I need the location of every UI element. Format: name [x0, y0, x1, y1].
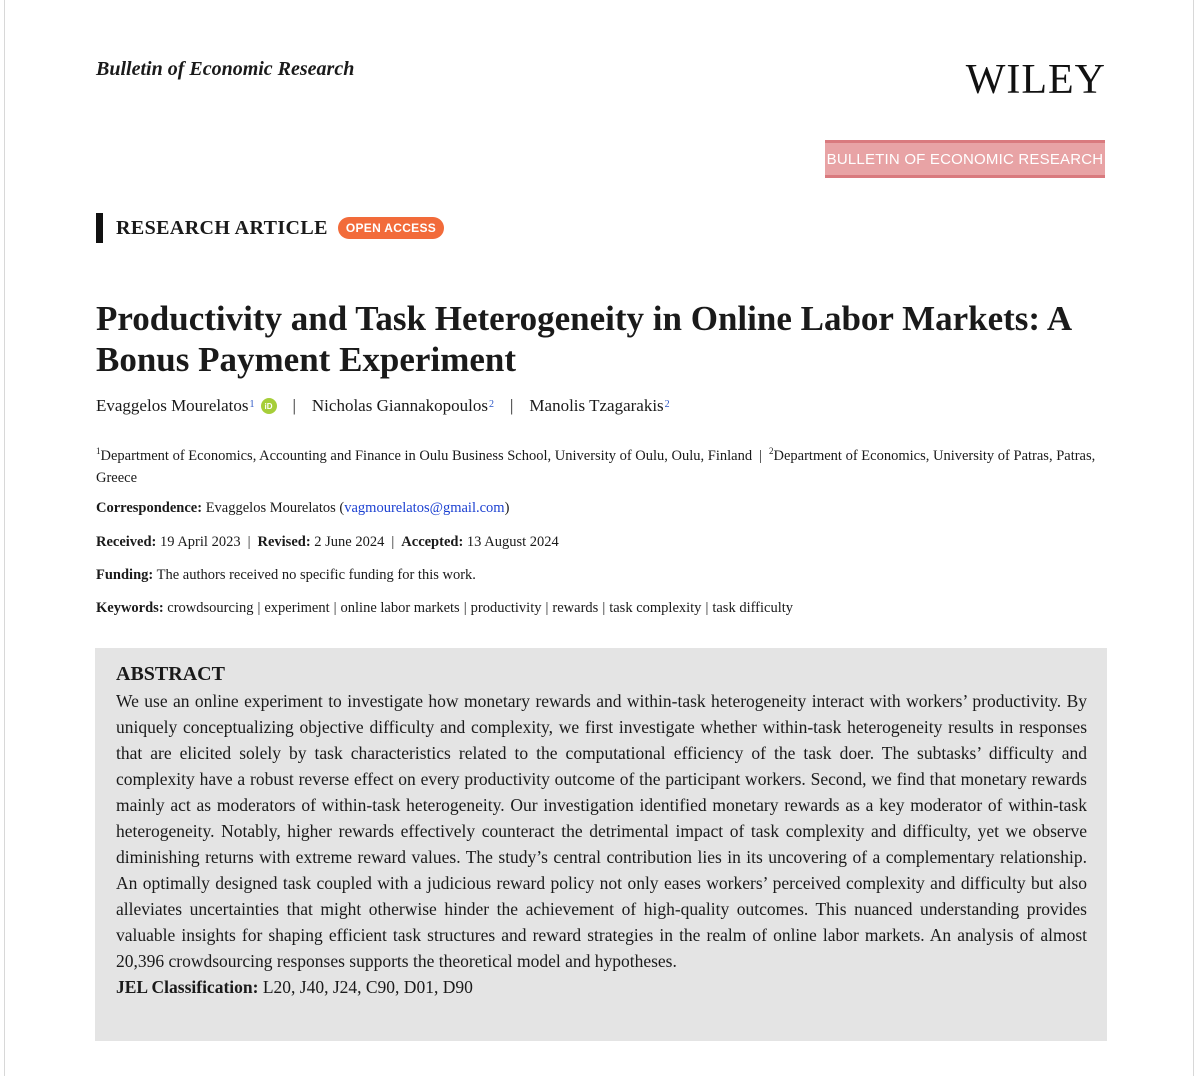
author-separator: | [292, 396, 296, 415]
funding-line [96, 567, 476, 584]
correspondence-email-link[interactable]: vagmourelatos@gmail.com [344, 500, 505, 516]
funding-label: Funding: [96, 567, 154, 583]
affiliations [96, 440, 1096, 489]
author-name[interactable]: Manolis Tzagarakis [529, 396, 664, 415]
correspondence-name: Evaggelos Mourelatos [205, 500, 336, 516]
journal-banner: BULLETIN OF ECONOMIC RESEARCH [825, 140, 1105, 178]
keyword-separator: | [545, 600, 549, 616]
keyword[interactable]: crowdsourcing [167, 600, 254, 616]
article-type: RESEARCH ARTICLE [116, 216, 328, 239]
orcid-icon[interactable]: iD [261, 398, 277, 414]
article-type-row [96, 213, 444, 243]
keywords-line [96, 600, 793, 617]
article-title: Productivity and Task Heterogeneity in Online Labor Markets: A Bonus Payment Experiment [96, 299, 1071, 379]
dates-line [96, 534, 559, 551]
affiliation-number: 1 [96, 446, 101, 456]
journal-name: Bulletin of Economic Research [96, 58, 355, 80]
jel-codes: L20, J40, J24, C90, D01, D90 [262, 977, 473, 997]
affiliation-separator: | [759, 447, 763, 464]
affiliation-text: Department of Economics, Accounting and Finance in Oulu Business School, University of Oulu, Oulu, Finland [100, 447, 753, 464]
author-3[interactable] [529, 396, 669, 416]
author-2[interactable] [312, 396, 494, 416]
revised-label: Revised: [257, 534, 311, 550]
date-separator: | [391, 534, 395, 550]
revised-date: 2 June 2024 [314, 534, 385, 550]
date-separator: | [247, 534, 251, 550]
funding-text: The authors received no specific funding for this work. [156, 567, 476, 583]
author-list [96, 396, 670, 416]
keyword-separator: | [602, 600, 606, 616]
keyword[interactable]: productivity [470, 600, 542, 616]
affiliation-ref: 2 [664, 398, 670, 410]
wiley-logo: WILEY [965, 57, 1106, 103]
abstract-section [95, 648, 1107, 1041]
author-name[interactable]: Nicholas Giannakopoulos [311, 396, 489, 415]
received-date: 19 April 2023 [160, 534, 241, 550]
article-type-bar [96, 213, 103, 243]
received-label: Received: [96, 534, 157, 550]
correspondence-line: Correspondence: Evaggelos Mourelatos (vagmourelatos@gmail.com) [96, 500, 510, 516]
keyword[interactable]: online labor markets [340, 600, 460, 616]
keyword[interactable]: task difficulty [712, 600, 794, 616]
affiliation-ref: 2 [489, 398, 495, 410]
keywords-label: Keywords: [96, 600, 164, 616]
affiliation-text: Department of Economics, University of Patras, Patras, Greece [96, 447, 1096, 486]
correspondence-label: Correspondence: [96, 500, 203, 516]
jel-label: JEL Classification: [116, 977, 259, 997]
keyword[interactable]: task complexity [609, 600, 702, 616]
keyword-separator: | [333, 600, 337, 616]
accepted-date: 13 August 2024 [466, 534, 559, 550]
keyword-separator: | [257, 600, 261, 616]
keyword-separator: | [705, 600, 709, 616]
affiliation-number: 2 [769, 446, 774, 456]
keyword[interactable]: experiment [264, 600, 330, 616]
affiliation-ref: 1 [249, 398, 255, 410]
author-separator: | [510, 396, 514, 415]
author-name[interactable]: Evaggelos Mourelatos [96, 396, 249, 415]
jel-classification [116, 974, 1087, 1000]
keyword-separator: | [463, 600, 467, 616]
accepted-label: Accepted: [401, 534, 464, 550]
abstract-heading: ABSTRACT [116, 663, 225, 685]
abstract-text: We use an online experiment to investigate how monetary rewards and within-task heterogeneity interact with workers’ productivity. By uniquely conceptualizing objective difficulty and complexity, we first investigate whether within-task heterogeneity results in responses that are elicited solely by task characteristics related to the computational efficiency of the task doer. The subtasks’ difficulty and complexity have a robust reverse effect on every productivity outcome of the participant workers. Second, we find that monetary rewards mainly act as moderators of within-task heterogeneity. Our investigation identified monetary rewards as a key moderator of within-task heterogeneity. Notably, higher rewards effectively counteract the detrimental impact of task complexity and difficulty, yet we observe diminishing returns with extreme reward values. The study’s central contribution lies in its uncovering of a complementary relationship. An optimally designed task coupled with a judicious reward policy not only eases workers’ perceived complexity and difficulty but also alleviates uncertainties that might otherwise hinder the achievement of high-quality outcomes. This nuanced understanding provides valuable insights for shaping efficient task structures and reward strategies in the realm of online labor markets. An analysis of almost 20,396 crowdsourcing responses supports the theoretical model and hypotheses. [116, 691, 1087, 971]
open-access-badge: OPEN ACCESS [338, 217, 444, 239]
keyword[interactable]: rewards [552, 600, 599, 616]
author-1[interactable] [96, 396, 277, 416]
